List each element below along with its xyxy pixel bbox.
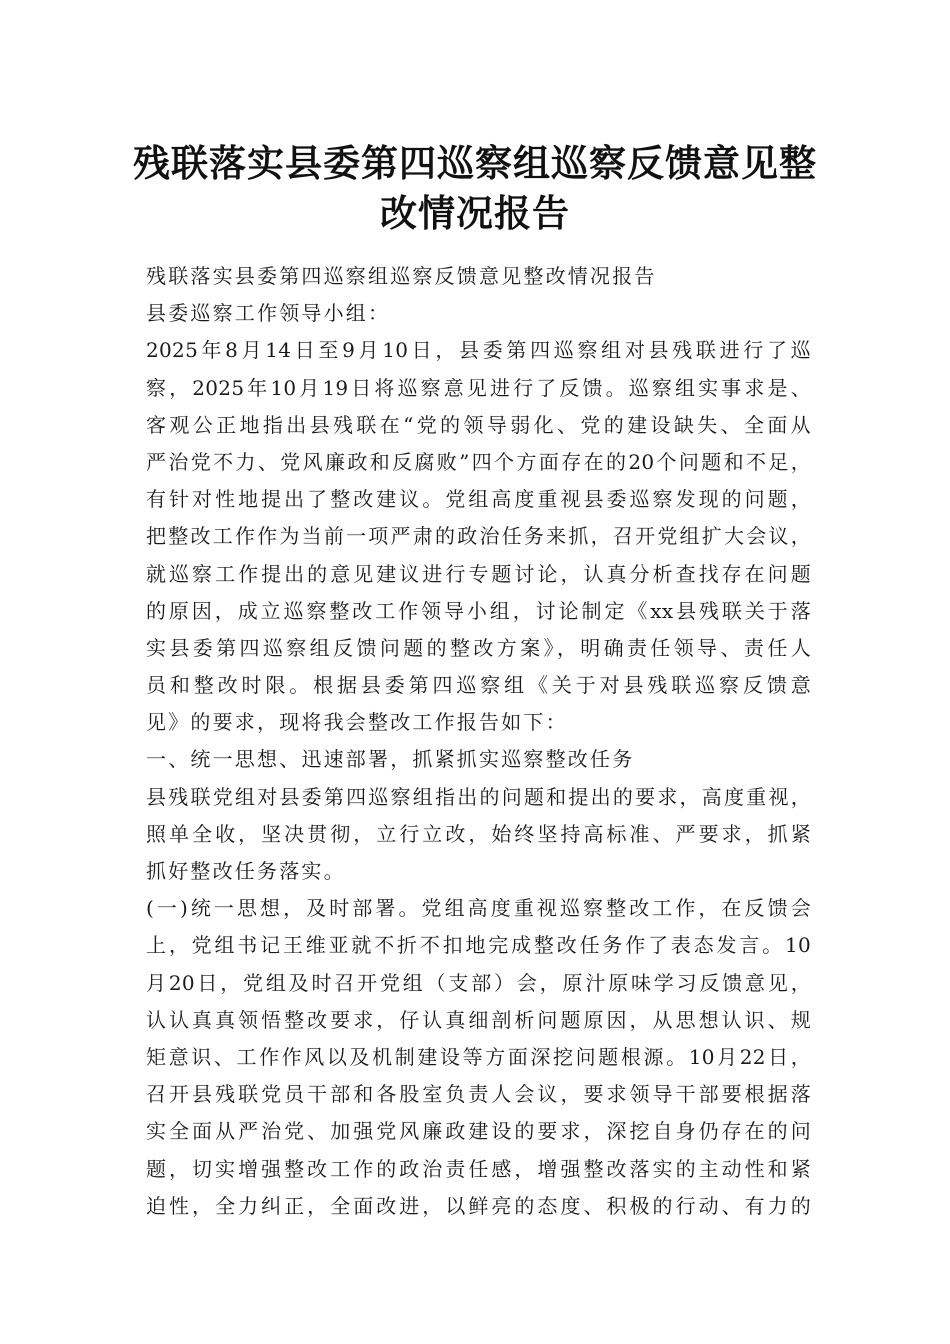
body-line: 召开县残联党员干部和各股室负责人会议，要求领导干部要根据落 [146, 1082, 811, 1107]
document-title-line-1: 残联落实县委第四巡察组巡察反馈意见整 [133, 141, 817, 185]
document-body [146, 258, 811, 1225]
body-line: 有针对性地提出了整改建议。党组高度重视县委巡察发现的问题， [146, 487, 811, 512]
body-line: 察，2025年10月19日将巡察意见进行了反馈。巡察组实事求是、 [146, 375, 811, 400]
body-line: 实县委第四巡察组反馈问题的整改方案》，明确责任领导、责任人 [146, 635, 811, 660]
body-line: 见》的要求，现将我会整改工作报告如下： [146, 710, 568, 735]
body-line: 严治党不力、党风廉政和反腐败”四个方面存在的20个问题和不足， [146, 449, 811, 474]
body-line: 月20日，党组及时召开党组（支部）会，原汁原味学习反馈意见， [146, 970, 811, 995]
body-line: 县残联党组对县委第四巡察组指出的问题和提出的要求，高度重视， [146, 784, 811, 809]
body-line: 迫性，全力纠正，全面改进，以鲜亮的态度、积极的行动、有力的 [146, 1193, 811, 1218]
document-title-line-2: 改情况报告 [380, 191, 570, 235]
body-line: 认认真真领悟整改要求，仔认真细剖析问题原因，从思想认识、规 [146, 1007, 811, 1032]
body-line-subtitle: 残联落实县委第四巡察组巡察反馈意见整改情况报告 [146, 264, 657, 288]
body-line: 实全面从严治党、加强党风廉政建设的要求，深挖自身仍存在的问 [146, 1119, 811, 1144]
body-line: 上，党组书记王维亚就不折不扣地完成整改任务作了表态发言。10 [146, 933, 811, 958]
body-line: 就巡察工作提出的意见建议进行专题讨论，认真分析查找存在问题 [146, 561, 811, 586]
body-line: 2025年8月14日至9月10日，县委第四巡察组对县残联进行了巡 [146, 338, 811, 363]
body-line: 员和整改时限。根据县委第四巡察组《关于对县残联巡察反馈意 [146, 673, 811, 698]
body-line: 照单全收，坚决贯彻，立行立改，始终坚持高标准、严要求，抓紧 [146, 821, 811, 846]
body-line: 题，切实增强整改工作的政治责任感，增强整改落实的主动性和紧 [146, 1156, 811, 1181]
body-line: 抓好整改任务落实。 [146, 859, 346, 883]
body-line: 矩意识、工作作风以及机制建设等方面深挖问题根源。10月22日， [146, 1044, 811, 1069]
body-line-salutation: 县委巡察工作领导小组： [146, 301, 391, 326]
body-line: 的原因，成立巡察整改工作领导小组，讨论制定《xx县残联关于落 [146, 598, 811, 623]
body-line: 客观公正地指出县残联在“党的领导弱化、党的建设缺失、全面从 [146, 412, 811, 437]
body-line: 把整改工作作为当前一项严肃的政治任务来抓，召开党组扩大会议， [146, 524, 811, 549]
body-line: (一)统一思想，及时部署。党组高度重视巡察整改工作，在反馈会 [146, 896, 811, 921]
section-heading: 一、统一思想、迅速部署，抓紧抓实巡察整改任务 [146, 747, 635, 772]
